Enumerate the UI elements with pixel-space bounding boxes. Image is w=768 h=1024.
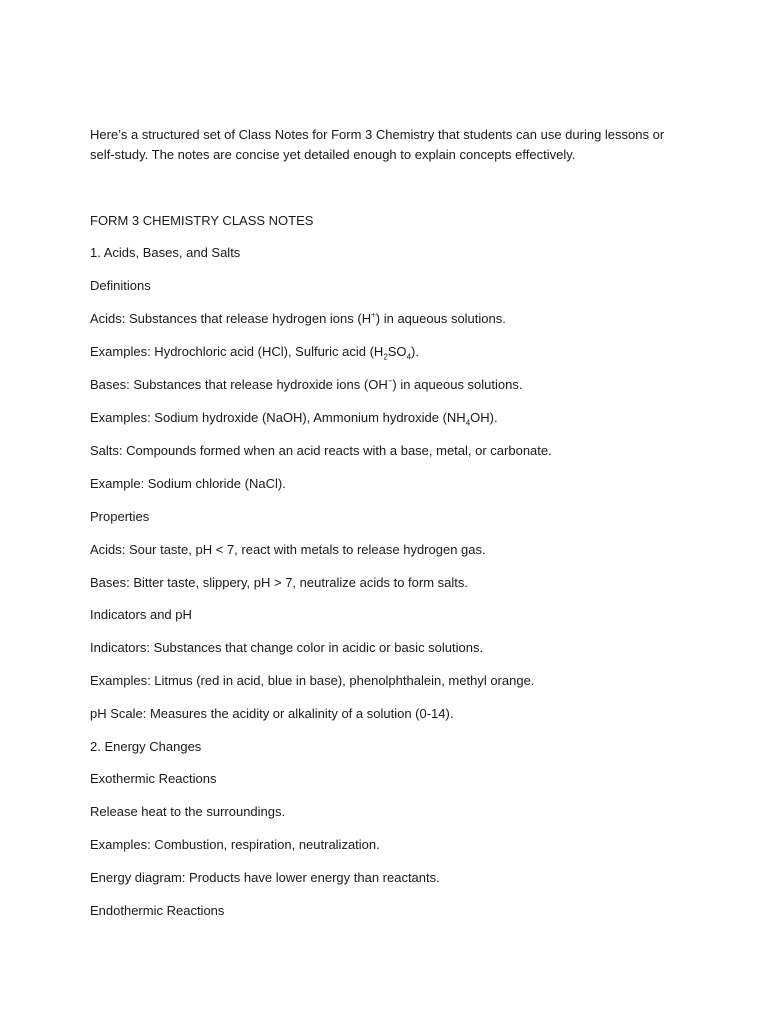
exothermic-energy-diagram: Energy diagram: Products have lower energy than reactants. xyxy=(90,870,440,885)
acids-examples: Examples: Hydrochloric acid (HCl), Sulfuric acid $(H_2SO_4)$. xyxy=(90,344,419,362)
intro-paragraph: Here’s a structured set of Class Notes for Form 3 Chemistry that students can use during lessons or self-study. The notes are concise yet detailed enough to explain concepts effectively. xyxy=(90,127,665,162)
bases-properties: Bases: Bitter taste, slippery, pH > 7, neutralize acids to form salts. xyxy=(90,575,469,590)
exothermic-examples: Examples: Combustion, respiration, neutralization. xyxy=(90,837,380,852)
bases-definition: Bases: Substances that release hydroxide ions (OH−) in aqueous solutions. xyxy=(90,376,523,392)
subheading-indicators-ph: Indicators and pH xyxy=(90,607,192,622)
salts-definition: Salts: Compounds formed when an acid reacts with a base, metal, or carbonate. xyxy=(90,443,552,458)
subheading-endothermic: Endothermic Reactions xyxy=(90,903,225,918)
section-heading-energy-changes: 2. Energy Changes xyxy=(90,739,202,754)
subheading-definitions: Definitions xyxy=(90,278,151,293)
bases-examples: Examples: Sodium hydroxide (NaOH), Ammonium hydroxide $(NH_4OH)$. xyxy=(90,410,498,428)
acids-definition: Acids: Substances that release hydrogen ions (H+) in aqueous solutions. xyxy=(90,310,506,326)
section-heading-acids-bases-salts: 1. Acids, Bases, and Salts xyxy=(90,245,241,260)
indicators-examples: Examples: Litmus (red in acid, blue in base), phenolphthalein, methyl orange. xyxy=(90,673,535,688)
acids-properties: Acids: Sour taste, pH < 7, react with metals to release hydrogen gas. xyxy=(90,542,486,557)
subheading-exothermic: Exothermic Reactions xyxy=(90,771,217,786)
ph-scale-definition: pH Scale: Measures the acidity or alkalinity of a solution (0-14). xyxy=(90,706,454,721)
intro-block xyxy=(90,125,680,165)
document-title: FORM 3 CHEMISTRY CLASS NOTES xyxy=(90,213,314,228)
subheading-properties: Properties xyxy=(90,509,150,524)
salts-example: Example: Sodium chloride (NaCl). xyxy=(90,476,286,491)
indicators-definition: Indicators: Substances that change color in acidic or basic solutions. xyxy=(90,640,484,655)
exothermic-definition: Release heat to the surroundings. xyxy=(90,804,286,819)
